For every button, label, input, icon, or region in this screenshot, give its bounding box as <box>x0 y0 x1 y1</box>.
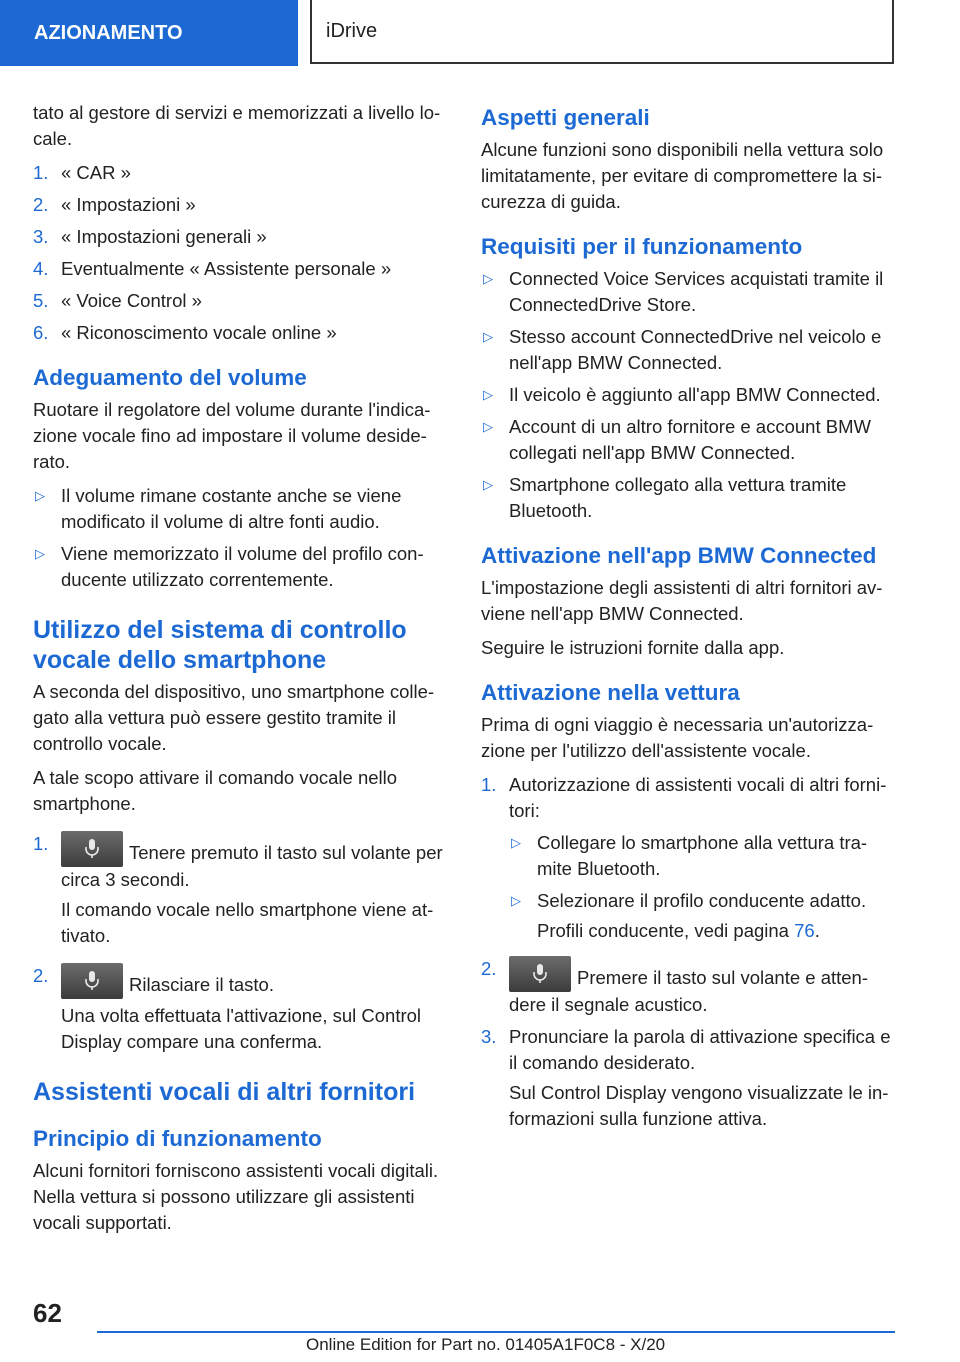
step-number: 1. <box>33 833 49 854</box>
sub-bullets <box>509 830 897 944</box>
smartphone-steps <box>33 831 449 1055</box>
principle-text: Alcuni fornitori forniscono assistenti vocali digitali. Nella vettura si possono utilizzare gli assistenti vocali supportati. <box>33 1160 439 1233</box>
step-text: « CAR » <box>61 162 131 183</box>
bullet-text: Stesso account ConnectedDrive nel veicolo e nell'app BMW Connected. <box>509 326 882 373</box>
step-number: 3. <box>33 226 49 247</box>
car-activation-steps <box>481 772 897 1132</box>
bullet-text: Collegare lo smartphone alla vettura tra-mite Bluetooth. <box>537 832 868 879</box>
profile-note: Profili conducente, vedi pagina 76. <box>537 920 820 941</box>
triangle-bullet-icon: ▷ <box>483 387 493 402</box>
chapter-title: iDrive <box>326 19 378 42</box>
settings-steps <box>33 160 449 346</box>
triangle-bullet-icon: ▷ <box>483 419 493 434</box>
step-text: « Impostazioni generali » <box>61 226 267 247</box>
requirements-heading: Requisiti per il funzionamento <box>481 234 803 259</box>
step-item <box>33 831 449 949</box>
requirements-bullets <box>481 266 897 524</box>
step-text: « Riconoscimento vocale online » <box>61 322 337 343</box>
smartphone-heading: Utilizzo del sistema di controllo vocale dello smartphone <box>33 616 407 674</box>
triangle-bullet-icon: ▷ <box>35 488 45 503</box>
step-item <box>33 288 449 314</box>
triangle-bullet-icon: ▷ <box>35 546 45 561</box>
bullet-item <box>509 830 897 882</box>
bullet-item <box>509 888 897 944</box>
microphone-icon <box>84 970 100 992</box>
bullet-item <box>481 266 897 318</box>
step-text: Rilasciare il tasto. <box>129 974 274 995</box>
bullet-item <box>481 382 897 408</box>
app-activation-text-2: Seguire le istruzioni fornite dalla app. <box>481 637 785 658</box>
step-number: 2. <box>33 965 49 986</box>
bullet-text: Smartphone collegato alla vettura tramite Bluetooth. <box>509 474 847 521</box>
smartphone-text-1: A seconda del dispositivo, uno smartphone colle-gato alla vettura può essere gestito tramite il controllo vocale. <box>33 681 435 754</box>
step-text: Pronunciare la parola di attivazione specifica e il comando desiderato. <box>509 1026 891 1073</box>
bullet-item <box>481 324 897 376</box>
volume-bullets <box>33 483 449 593</box>
step-number: 2. <box>481 958 497 979</box>
step-number: 1. <box>33 162 49 183</box>
step-text: Premere il tasto sul volante e atten-dere il segnale acustico. <box>509 967 869 1015</box>
left-column <box>33 100 449 1244</box>
car-activation-text: Prima di ogni viaggio è necessaria un'autorizza-zione per l'utilizzo dell'assistente vocale. <box>481 714 874 761</box>
bullet-text: Il veicolo è aggiunto all'app BMW Connected. <box>509 384 881 405</box>
step-text: Eventualmente « Assistente personale » <box>61 258 392 279</box>
bullet-text: Viene memorizzato il volume del profilo con-ducente utilizzato correntemente. <box>61 543 424 590</box>
volume-text: Ruotare il regolatore del volume durante l'indica-zione vocale fino ad impostare il volume deside-rato. <box>33 399 431 472</box>
step-item <box>33 320 449 346</box>
triangle-bullet-icon: ▷ <box>511 835 521 850</box>
profile-note-text: Profili conducente, vedi pagina <box>537 920 795 941</box>
general-text: Alcune funzioni sono disponibili nella vettura solo limitatamente, per evitare di compromettere la si-curezza di guida. <box>481 139 884 212</box>
step-note: Il comando vocale nello smartphone viene at-tivato. <box>61 899 434 946</box>
bullet-text: Account di un altro fornitore e account BMW collegati nell'app BMW Connected. <box>509 416 871 463</box>
voice-button-image <box>509 956 571 992</box>
step-text: Tenere premuto il tasto sul volante per circa 3 secondi. <box>61 842 443 890</box>
step-number: 6. <box>33 322 49 343</box>
bullet-item <box>481 414 897 466</box>
chapter-label <box>310 0 894 64</box>
page-header <box>0 0 960 66</box>
voice-button-image <box>61 963 123 999</box>
principle-heading: Principio di funzionamento <box>33 1126 322 1151</box>
step-number: 2. <box>33 194 49 215</box>
triangle-bullet-icon: ▷ <box>511 893 521 908</box>
smartphone-text-2: A tale scopo attivare il comando vocale nello smartphone. <box>33 767 398 814</box>
voice-button-image <box>61 831 123 867</box>
bullet-text: Connected Voice Services acquistati tramite il ConnectedDrive Store. <box>509 268 884 315</box>
step-item <box>33 224 449 250</box>
step-text: Autorizzazione di assistenti vocali di altri forni-tori: <box>509 774 887 821</box>
bullet-item <box>481 472 897 524</box>
step-item <box>481 1024 897 1132</box>
page-number: 62 <box>33 1298 62 1328</box>
app-activation-text-1: L'impostazione degli assistenti di altri fornitori av-viene nell'app BMW Connected. <box>481 577 883 624</box>
step-item <box>33 256 449 282</box>
volume-heading: Adeguamento del volume <box>33 365 307 390</box>
step-item <box>33 160 449 186</box>
step-number: 5. <box>33 290 49 311</box>
microphone-icon <box>84 838 100 860</box>
bullet-item <box>33 541 449 593</box>
step-text: « Voice Control » <box>61 290 202 311</box>
triangle-bullet-icon: ▷ <box>483 271 493 286</box>
general-heading: Aspetti generali <box>481 105 650 130</box>
page-link[interactable]: 76 <box>794 920 815 941</box>
microphone-icon <box>532 963 548 985</box>
step-note: Sul Control Display vengono visualizzate le in-formazioni sulla funzione attiva. <box>509 1082 889 1129</box>
triangle-bullet-icon: ▷ <box>483 477 493 492</box>
intro-text: tato al gestore di servizi e memorizzati a livello lo-cale. <box>33 102 441 149</box>
step-text: « Impostazioni » <box>61 194 196 215</box>
step-item <box>481 956 897 1018</box>
triangle-bullet-icon: ▷ <box>483 329 493 344</box>
section-label: AZIONAMENTO <box>0 0 298 66</box>
footer-divider <box>97 1331 895 1333</box>
car-activation-heading: Attivazione nella vettura <box>481 680 740 705</box>
bullet-item <box>33 483 449 535</box>
step-item <box>33 963 449 1055</box>
other-providers-heading: Assistenti vocali di altri fornitori <box>33 1078 416 1106</box>
step-note: Una volta effettuata l'attivazione, sul Control Display compare una conferma. <box>61 1005 422 1052</box>
app-activation-heading: Attivazione nell'app BMW Connected <box>481 543 877 568</box>
step-number: 3. <box>481 1026 497 1047</box>
step-item <box>481 772 897 944</box>
right-column <box>481 100 897 1138</box>
step-item <box>33 192 449 218</box>
bullet-text: Il volume rimane costante anche se viene modificato il volume di altre fonti audio. <box>61 485 402 532</box>
edition-text: Online Edition for Part no. 01405A1F0C8 - X/20 <box>306 1335 666 1354</box>
step-number: 4. <box>33 258 49 279</box>
step-number: 1. <box>481 774 497 795</box>
bullet-text: Selezionare il profilo conducente adatto. <box>537 890 867 911</box>
